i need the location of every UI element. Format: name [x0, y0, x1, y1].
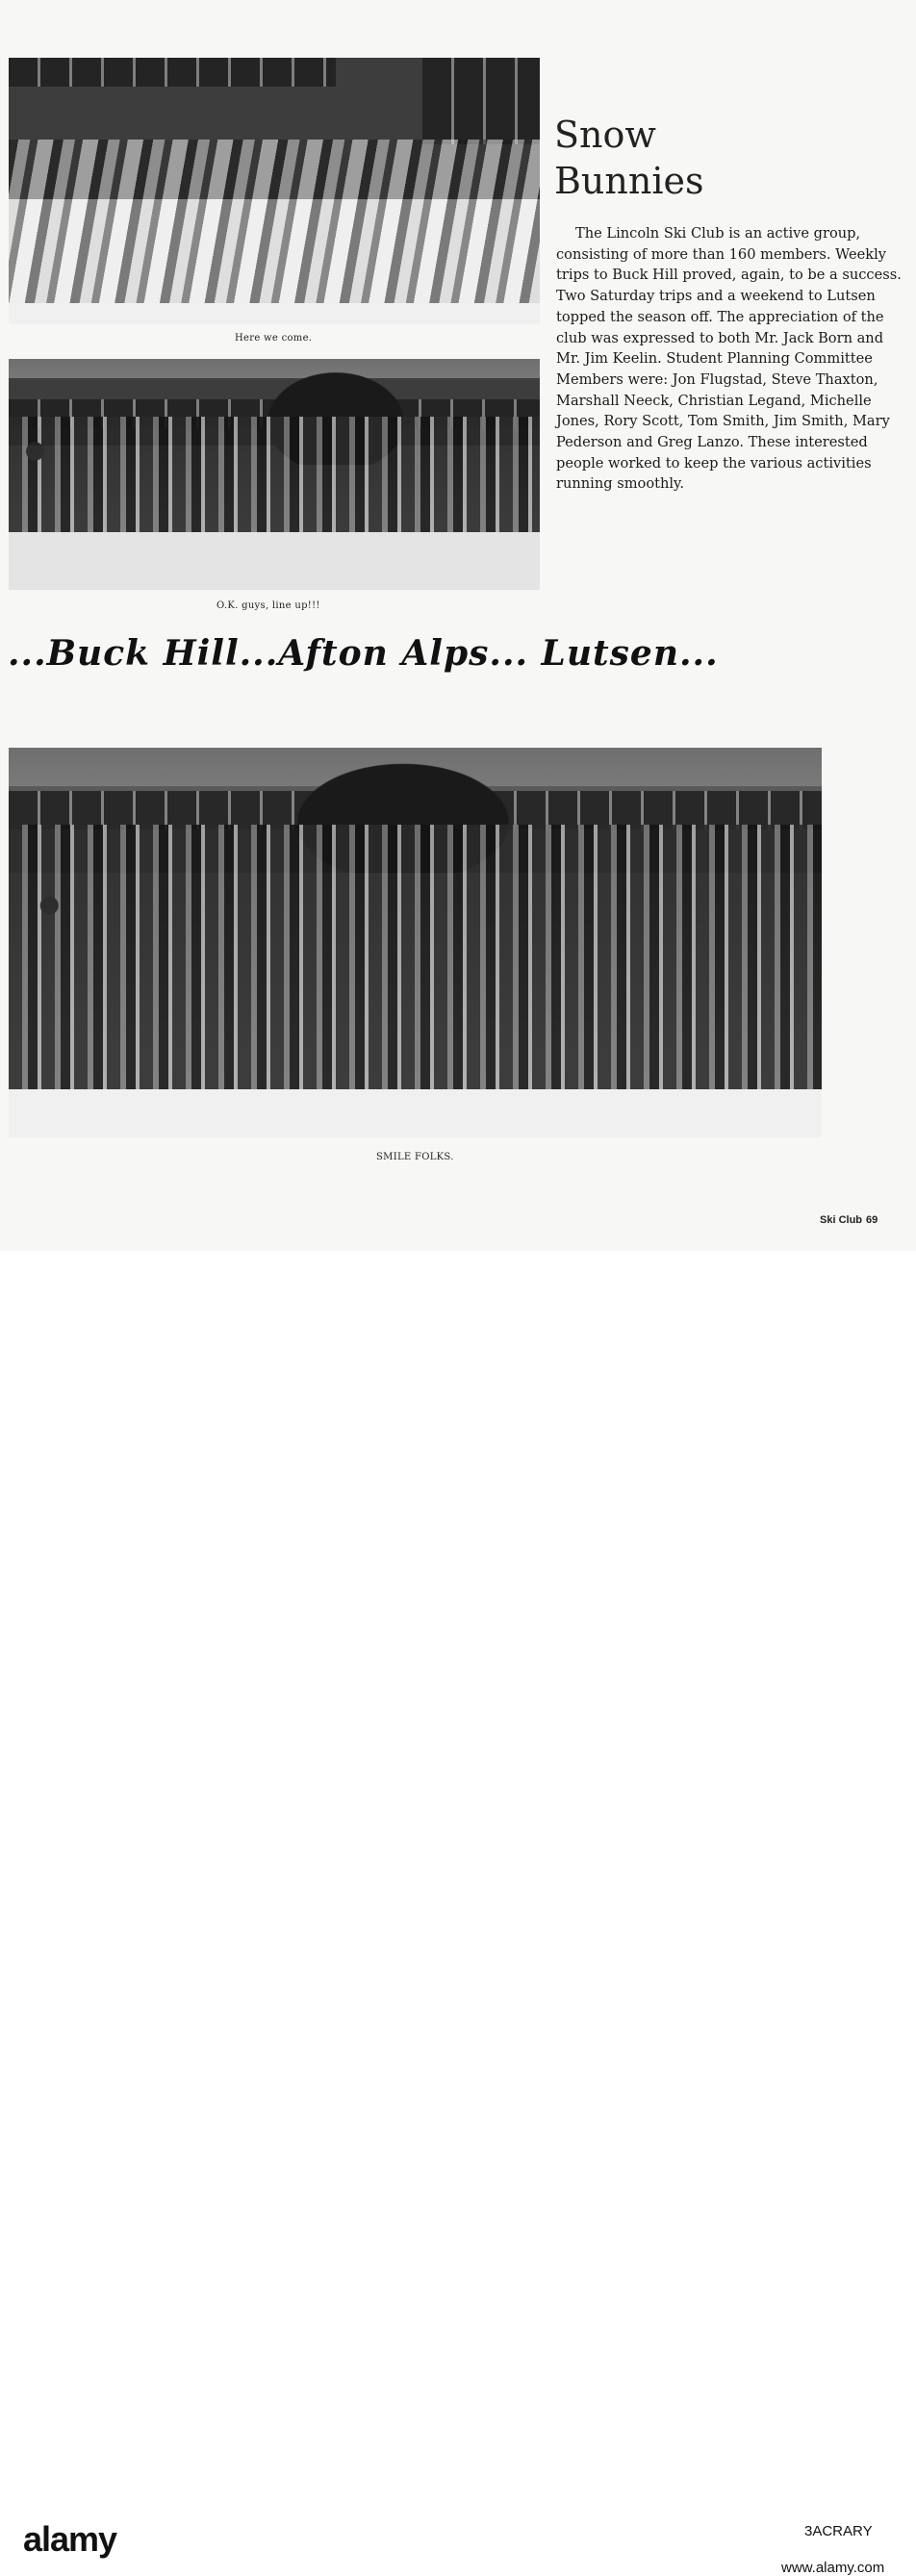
folio-page-number: 69: [866, 1214, 878, 1226]
script-banner: ...Buck Hill...Afton Alps... Lutsen...: [8, 633, 719, 674]
yearbook-page: [0, 0, 916, 1251]
title-line-2: Bunnies: [554, 160, 704, 202]
article-body: The Lincoln Ski Club is an active group, consisting of more than 160 members. Weekly trips to Buck Hill proved, again, to be a success. Two Saturday trips and a weekend to Lutsen topped the season off. The appreciation of the club was expressed to both Mr. Jack Born and Mr. Jim Keelin. Student Planning Committee Members were: Jon Flugstad, Steve Thaxton, Marshall Neeck, Christian Legand, Michelle Jones, Rory Scott, Tom Smith, Jim Smith, Mary Pederson and Greg Lanzo. These interested people worked to keep the various activities running smoothly.: [556, 225, 902, 493]
photo-students-lined-up: [9, 359, 540, 590]
caption-smile-folks: SMILE FOLKS.: [376, 1152, 454, 1162]
photo-students-on-stairs: [9, 58, 540, 324]
photo-ski-club-group: [9, 748, 822, 1137]
folio-section: Ski Club: [820, 1214, 863, 1226]
alamy-logo: alamy: [23, 2519, 117, 2559]
article-title: [554, 112, 901, 204]
title-line-1: Snow: [554, 114, 656, 156]
site-url: www.alamy.com: [781, 2560, 885, 2576]
caption-here-we-come: Here we come.: [235, 333, 313, 344]
caption-line-up: O.K. guys, line up!!!: [216, 600, 320, 611]
stock-footer: [0, 1251, 916, 2576]
page-folio: [820, 1214, 878, 1226]
image-id: 3ACRARY: [804, 2523, 873, 2539]
